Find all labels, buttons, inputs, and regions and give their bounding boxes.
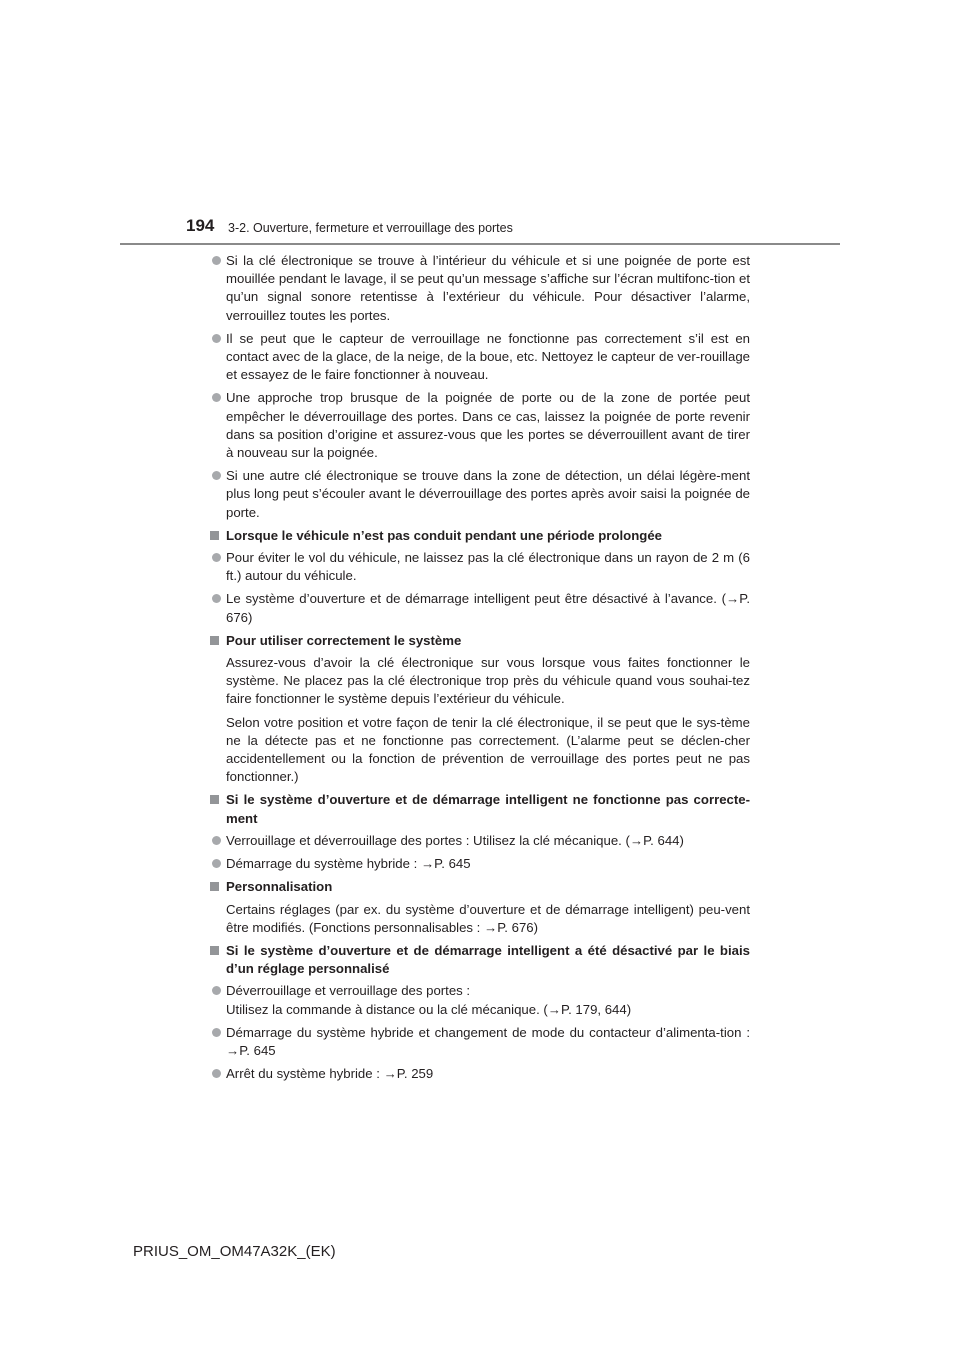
bullet-icon bbox=[212, 986, 221, 995]
bullet-icon bbox=[212, 256, 221, 265]
section-heading bbox=[208, 527, 750, 545]
section-title: 3-2. Ouverture, fermeture et verrouillage des portes bbox=[228, 221, 513, 235]
bullet-text: Le système d’ouverture et de démarrage intelligent peut être désactivé à l’avance. (→P. 676) bbox=[226, 591, 750, 625]
bullet-text: Si une autre clé électronique se trouve dans la zone de détection, un délai légère-ment plus long peut s’écouler avant le déverrouillage des portes après avoir saisi la poignée de porte. bbox=[226, 468, 750, 520]
list-item bbox=[208, 467, 750, 522]
paragraph: Certains réglages (par ex. du système d’ouverture et de démarrage intelligent) peu-vent être modifiés. (Fonctions personnalisables : →P. 676) bbox=[226, 901, 750, 935]
bullet-text: Démarrage du système hybride : →P. 645 bbox=[226, 856, 471, 872]
page-content bbox=[208, 252, 750, 1088]
heading-text: Lorsque le véhicule n’est pas conduit pendant une période prolongée bbox=[226, 527, 662, 543]
square-bullet-icon bbox=[210, 636, 219, 645]
heading-text: Pour utiliser correctement le système bbox=[226, 632, 462, 648]
bullet-icon bbox=[212, 836, 221, 845]
section-heading bbox=[208, 791, 750, 827]
square-bullet-icon bbox=[210, 946, 219, 955]
bullet-text: Pour éviter le vol du véhicule, ne laissez pas la clé électronique dans un rayon de 2 m (6 ft.) autour du véhicule. bbox=[226, 550, 750, 584]
paragraph: Assurez-vous d’avoir la clé électronique sur vous lorsque vous faites fonctionner le système. Ne placez pas la clé électronique trop près du véhicule quand vous souhai-tez faire fonctionner le système depuis l’extérieur du véhicule. bbox=[226, 655, 750, 707]
list-item bbox=[208, 330, 750, 385]
list-item bbox=[208, 549, 750, 585]
list-item bbox=[208, 252, 750, 325]
bullet-icon bbox=[212, 1069, 221, 1078]
list-item bbox=[208, 389, 750, 462]
section-heading bbox=[208, 878, 750, 896]
square-bullet-icon bbox=[210, 882, 219, 891]
heading-text: Personnalisation bbox=[226, 879, 333, 895]
list-item bbox=[208, 982, 750, 1018]
square-bullet-icon bbox=[210, 795, 219, 804]
list-item bbox=[208, 590, 750, 626]
bullet-text: Une approche trop brusque de la poignée de porte ou de la zone de portée peut empêcher le déverrouillage des portes. Dans ce cas, laissez la poignée de porte revenir dans sa position d’origine et assurez-vous que les portes se déverrouillent avant de tirer à nouveau sur la poignée. bbox=[226, 390, 750, 461]
bullet-icon bbox=[212, 393, 221, 402]
footer-code: PRIUS_OM_OM47A32K_(EK) bbox=[133, 1243, 336, 1260]
bullet-text: Si la clé électronique se trouve à l’intérieur du véhicule et si une poignée de porte est mouillée pendant le lavage, il se peut qu’un message s’affiche sur l’écran multifonc-tion et qu’un signal sonore retentisse à l’extérieur du véhicule. Pour désactiver l’alarme, verrouillez toutes les portes. bbox=[226, 253, 750, 323]
page-number: 194 bbox=[186, 216, 215, 235]
bullet-text: Il se peut que le capteur de verrouillage ne fonctionne pas correctement s’il est en contact avec de la glace, de la neige, de la boue, etc. Nettoyez le capteur de ver-rouillage et essayez de le faire fonctionner à nouveau. bbox=[226, 330, 750, 383]
header-rule bbox=[120, 243, 840, 245]
list-item bbox=[208, 1024, 750, 1060]
bullet-text: Verrouillage et déverrouillage des portes : Utilisez la clé mécanique. (→P. 644) bbox=[226, 832, 684, 848]
paragraph: Selon votre position et votre façon de tenir la clé électronique, il se peut que le sys-tème ne la détecte pas et ne fonctionne pas correctement. (L’alarme peut se déclen-cher accidentellement ou la fonction de prévention de verrouillage des portes peut ne pas fonctionner.) bbox=[226, 714, 750, 785]
section-heading bbox=[208, 632, 750, 650]
list-item bbox=[208, 1065, 750, 1083]
bullet-icon bbox=[212, 553, 221, 562]
bullet-text: Utilisez la commande à distance ou la clé mécanique. (→P. 179, 644) bbox=[226, 1001, 632, 1017]
heading-text: Si le système d’ouverture et de démarrage intelligent a été désactivé par le biais d’un réglage personnalisé bbox=[226, 942, 750, 977]
section-heading bbox=[208, 942, 750, 978]
list-item bbox=[208, 855, 750, 873]
bullet-text: Démarrage du système hybride et changement de mode du contacteur d’alimenta-tion : →P. 645 bbox=[226, 1024, 750, 1058]
square-bullet-icon bbox=[210, 531, 219, 540]
bullet-icon bbox=[212, 594, 221, 603]
bullet-text: Arrêt du système hybride : →P. 259 bbox=[226, 1066, 434, 1082]
bullet-icon bbox=[212, 859, 221, 868]
bullet-text: Déverrouillage et verrouillage des portes : bbox=[226, 983, 471, 999]
bullet-icon bbox=[212, 471, 221, 480]
bullet-icon bbox=[212, 334, 221, 343]
list-item bbox=[208, 832, 750, 850]
bullet-icon bbox=[212, 1028, 221, 1037]
heading-text: Si le système d’ouverture et de démarrage intelligent ne fonctionne pas correcte-ment bbox=[226, 792, 750, 826]
